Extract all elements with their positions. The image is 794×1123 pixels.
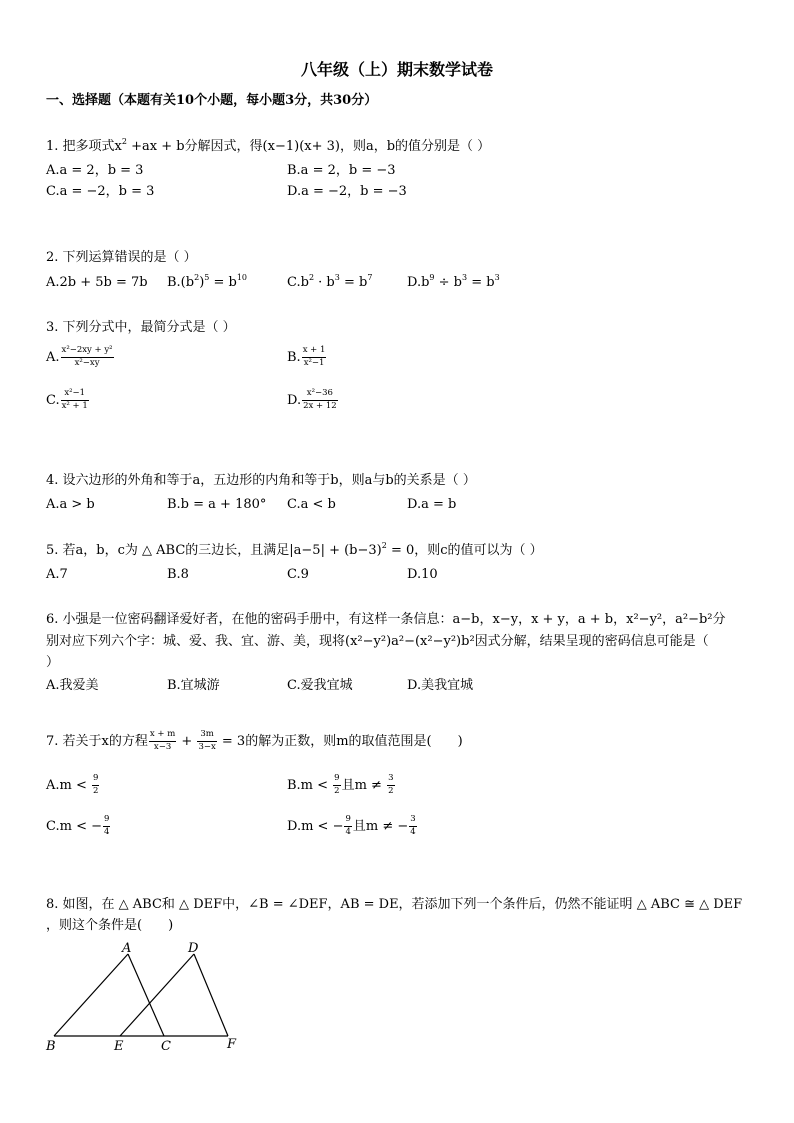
question-7-stem: 7. 若关于x的方程 $\frac{x + m}{x-3}$ + $\frac{3m}{3-x}$ = 3的解为正数，则m的取值范围是( ) [46,729,463,752]
segment-ac [128,954,164,1036]
q5-option-a[interactable]: A.7 [46,567,68,582]
triangle-figure [40,940,250,1060]
question-6-line-3: ） [46,655,60,670]
question-8-line-2: ，则这个条件是( ) [46,918,174,933]
q1-option-b[interactable]: B.a = 2，b = −3 [287,163,396,178]
segment-ed [120,954,194,1036]
question-3-stem: 3. 下列分式中，最简分式是（ ） [46,320,236,335]
label-c: C [161,1039,171,1054]
q7-option-b[interactable]: B.m < $\frac{9}{2}$ 且m ≠ $\frac{3}{2}$ [287,773,394,796]
q7-option-c[interactable]: C.m < − $\frac{9}{4}$ [46,814,110,837]
q7-option-d[interactable]: D.m < − $\frac{9}{4}$ 且m ≠ − $\frac{3}{4}$ [287,814,416,837]
label-e: E [114,1039,124,1054]
question-6-line-2: 别对应下列六个字：城、爱、我、宜、游、美，现将(x²−y²)a²−(x²−y²)b²因式分解，结果呈现的密码信息可能是（ [46,634,709,649]
q2-option-d[interactable]: $D.b^9 \div b^3 = b^3$ [407,273,500,290]
label-b: B [46,1039,56,1054]
q6-option-d[interactable]: D.美我宜城 [407,678,474,693]
q4-option-a[interactable]: A.a > b [46,497,95,512]
q7-option-a[interactable]: A.m < $\frac{9}{2}$ [46,773,99,796]
q2-option-a[interactable]: A.2b + 5b = 7b [46,275,148,290]
q2-option-c[interactable]: $C.b^2 \cdot b^3 = b^7$ [287,273,373,290]
page-title: 八年级（上）期末数学试卷 [300,60,493,79]
q6-option-c[interactable]: C.爱我宜城 [287,678,353,693]
q3-option-d[interactable]: D. $\frac{\text{x²−36}}{2x + 12}$ [287,388,337,411]
question-8-line-1: 8. 如图，在 △ ABC和 △ DEF中，∠B = ∠DEF，AB = DE，若添加下列一个条件后，仍然不能证明 △ ABC ≅ △ DEF [46,897,743,912]
q4-option-d[interactable]: D.a = b [407,497,457,512]
segment-ab [54,954,128,1036]
question-4-stem: 4. 设六边形的外角和等于a，五边形的内角和等于b，则a与b的关系是（ ） [46,473,476,488]
question-1-stem: 1. 把多项式$x^2 +ax + b$分解因式，得(x−1)(x+ 3)，则a，b的值分别是（ ） [46,137,491,154]
label-d: D [188,941,199,956]
q3-option-b[interactable]: B. $\frac{x + 1}{\text{x²−1}}$ [287,345,326,368]
q4-option-b[interactable]: B.b = a + 180° [167,497,267,512]
q1-option-c[interactable]: C.a = −2，b = 3 [46,184,155,199]
q6-option-b[interactable]: B.宜城游 [167,678,220,693]
q6-option-a[interactable]: A.我爱美 [46,678,99,693]
q2-option-b[interactable]: $B.(b^2)^5 = b^{10}$ [167,273,248,290]
q5-option-d[interactable]: D.10 [407,567,438,582]
q5-option-c[interactable]: C.9 [287,567,309,582]
label-f: F [227,1037,237,1052]
question-2-stem: 2. 下列运算错误的是（ ） [46,250,197,265]
q3-option-c[interactable]: C. $\frac{\text{x²−1}}{\text{x² + 1}}$ [46,388,88,411]
segment-df [194,954,228,1036]
q1-option-a[interactable]: A.a = 2，b = 3 [46,163,144,178]
q1-option-d[interactable]: D.a = −2，b = −3 [287,184,407,199]
section-heading: 一、选择题（本题有关10个小题，每小题3分，共30分） [46,93,378,108]
question-5-stem: 5. 若a，b，c为 △ ABC的三边长，且满足$|a-5| + (b-3)^2 = 0$，则c的值可以为（ ） [46,541,543,558]
question-6-line-1: 6. 小强是一位密码翻译爱好者，在他的密码手册中，有这样一条信息：a−b，x−y，x + y，a + b，x²−y²，a²−b²分 [46,612,726,627]
q4-option-c[interactable]: C.a < b [287,497,336,512]
label-a: A [122,941,132,956]
q5-option-b[interactable]: B.8 [167,567,189,582]
q3-option-a[interactable]: A. $\frac{\text{x²−2xy + y²}}{\text{x²−xy}}$ [46,345,113,368]
